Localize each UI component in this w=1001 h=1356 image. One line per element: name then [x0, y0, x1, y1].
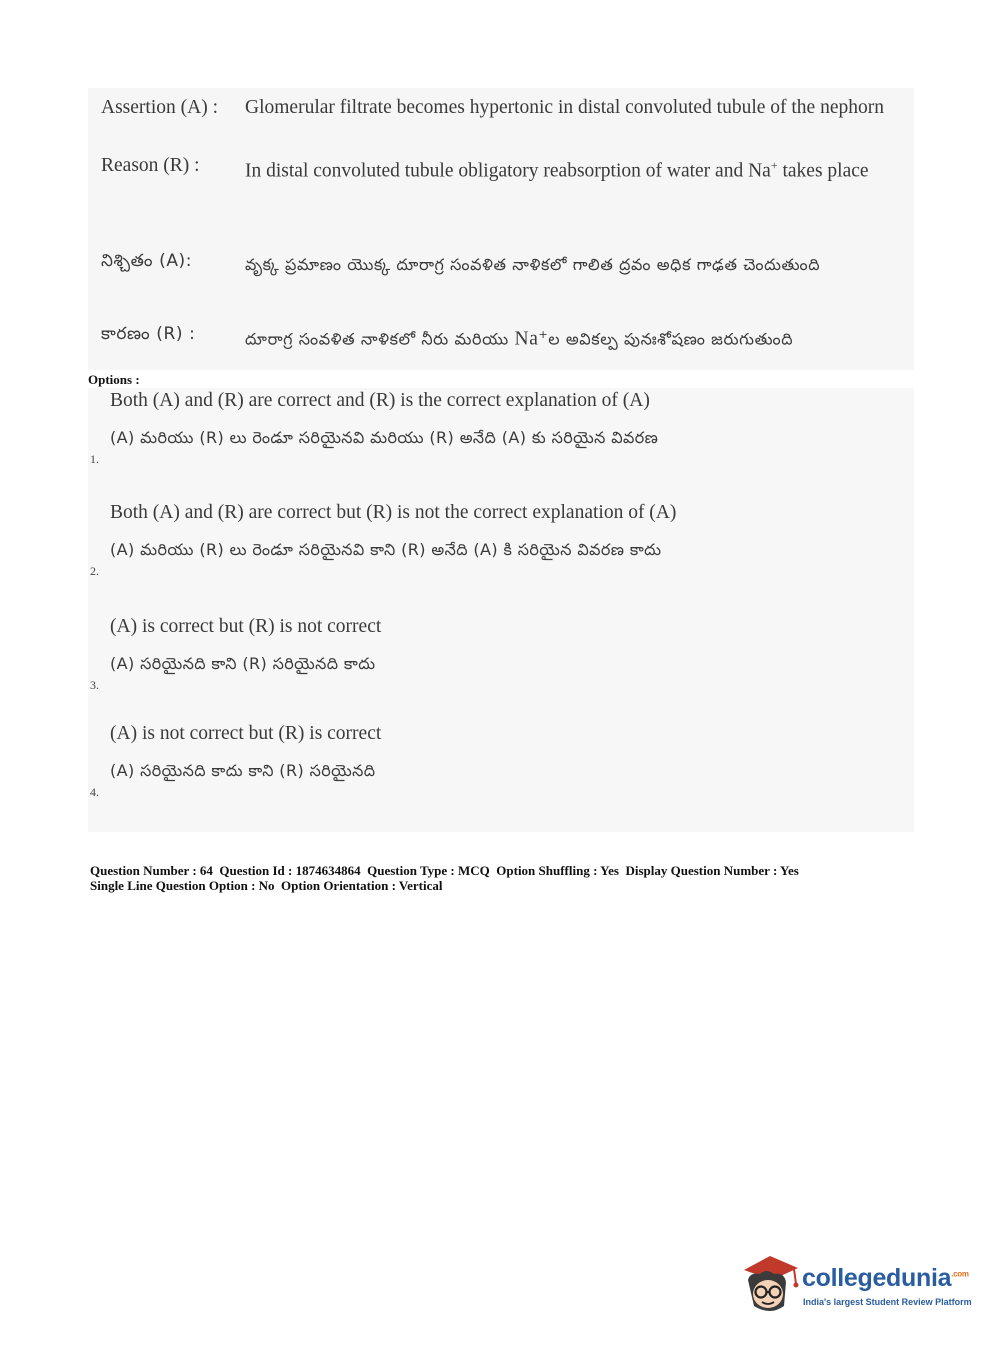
assertion-text-te: వృక్క ప్రమాణం యొక్క దూరాగ్ర సంవళిత నాళికలో గాలిత ద్రవం అధిక గాఢత చెందుతుంది [245, 255, 821, 274]
mascot-icon [740, 1250, 802, 1320]
option-3-number: 3. [90, 678, 99, 692]
reason-text-post: takes place [777, 160, 869, 182]
question-meta [90, 863, 799, 893]
option-4-en: (A) is not correct but (R) is correct [110, 723, 382, 744]
option-3-te: (A) సరియైనది కాని (R) సరియైనది కాదు [110, 654, 376, 673]
meta-line-1: Question Number : 64 Question Id : 1874634864 Question Type : MCQ Option Shuffling : Yes Display Question Number : Yes [90, 863, 799, 878]
option-4[interactable] [88, 721, 914, 832]
option-4-te: (A) సరియైనది కాదు కాని (R) సరియైనది [110, 761, 376, 780]
brand-text: collegedunia [802, 1264, 952, 1292]
assertion-label-te: నిశ్చితం (A): [101, 251, 193, 271]
option-2-number: 2. [90, 564, 99, 578]
reason-label-te: కారణం (R) : [101, 324, 196, 344]
option-1-number: 1. [90, 452, 99, 466]
option-2-te: (A) మరియు (R) లు రెండూ సరియైనవి కాని (R) అనేది (A) కి సరియైన వివరణ కాదు [110, 540, 662, 559]
option-2[interactable] [88, 500, 914, 611]
reason-sup: + [770, 158, 778, 172]
reason-text-te [245, 321, 905, 352]
option-1-te: (A) మరియు (R) లు రెండూ సరియైనవి మరియు (R) అనేది (A) కు సరియైన వివరణ [110, 428, 659, 447]
brand-name [802, 1264, 969, 1293]
reason-te-pre: దూరాగ్ర సంవళిత నాళికలో నీరు మరియు [245, 329, 515, 349]
option-3[interactable] [88, 614, 914, 725]
option-1-en: Both (A) and (R) are correct and (R) is the correct explanation of (A) [110, 390, 650, 411]
reason-te-sup: + [538, 328, 549, 341]
option-3-en: (A) is correct but (R) is not correct [110, 616, 382, 637]
reason-te-post: ల అవికల్ప పునఃశోషణం జరుగుతుంది [548, 329, 794, 349]
option-1[interactable] [88, 388, 914, 499]
option-2-en: Both (A) and (R) are correct but (R) is not the correct explanation of (A) [110, 502, 677, 523]
assertion-text: Glomerular filtrate becomes hypertonic in distal convoluted tubule of the nephorn [245, 97, 884, 118]
reason-text [245, 152, 905, 185]
collegedunia-logo[interactable] [740, 1250, 970, 1320]
question-block [88, 88, 914, 370]
reason-te-na: Na [514, 328, 539, 350]
assertion-label: Assertion (A) : [101, 97, 218, 118]
brand-tagline: India's largest Student Review Platform [803, 1297, 972, 1307]
option-4-number: 4. [90, 785, 99, 799]
reason-text-pre: In distal convoluted tubule obligatory reabsorption of water and Na [245, 160, 771, 182]
reason-label: Reason (R) : [101, 155, 200, 176]
options-block [88, 388, 914, 832]
options-label: Options : [88, 372, 140, 387]
brand-suffix: .com [951, 1269, 969, 1279]
meta-line-2: Single Line Question Option : No Option Orientation : Vertical [90, 878, 443, 893]
